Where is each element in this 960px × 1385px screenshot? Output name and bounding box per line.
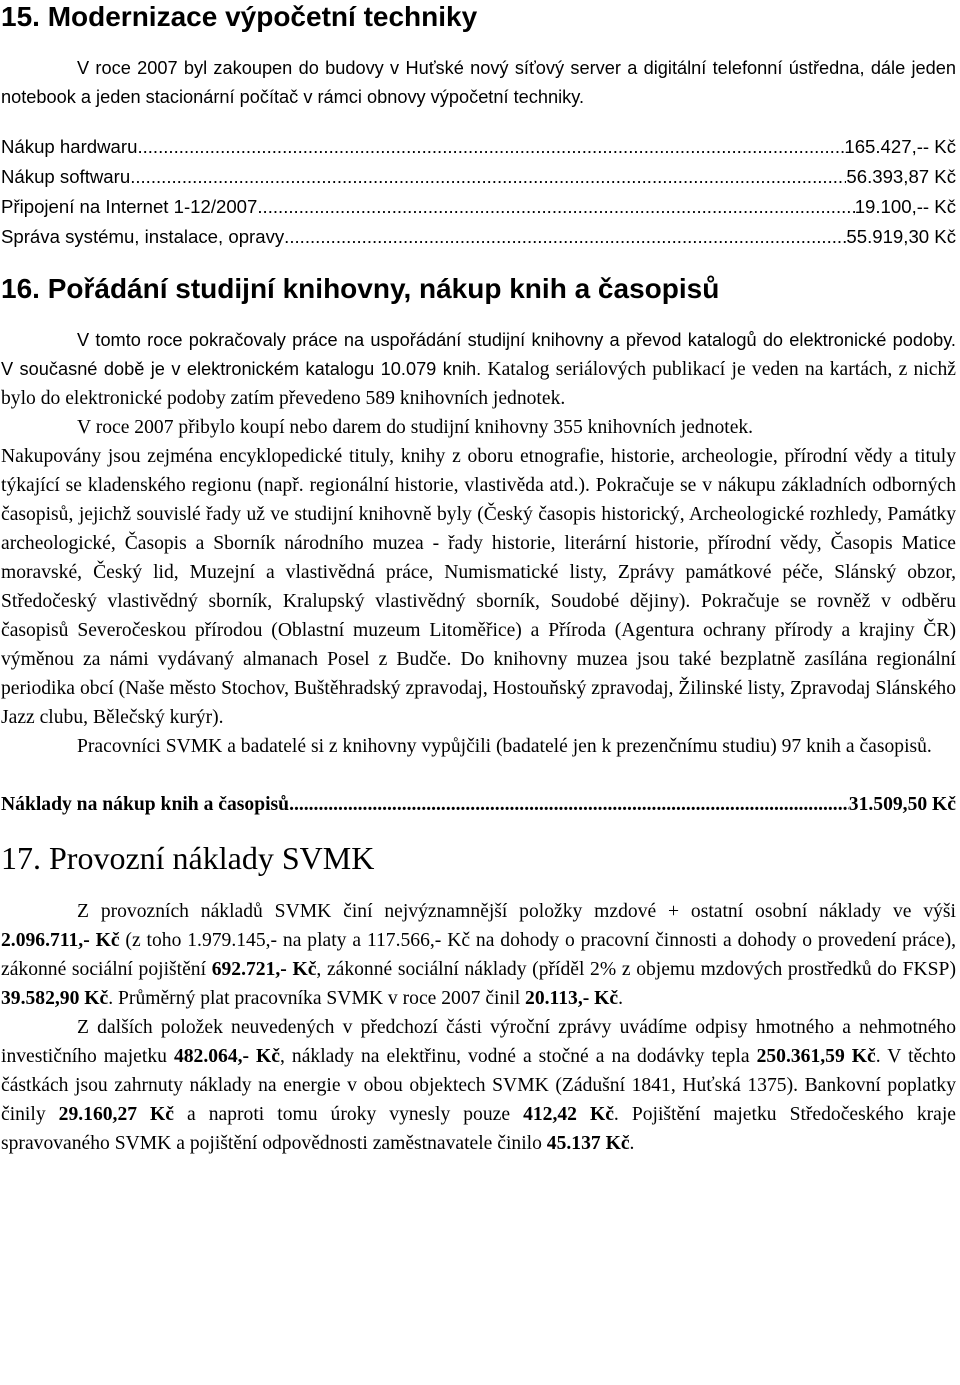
cost-amount: 165.427,-- Kč [844,136,956,157]
section-17-title: 17. Provozní náklady SVMK [1,840,375,876]
cost-row-hardware [1,132,956,162]
cost-label: Nákup softwaru [1,166,131,187]
cost-amount: 55.919,30 Kč [846,226,956,247]
cost-label: Nákup hardwaru [1,136,138,157]
section-17 [1,841,956,1158]
section-16-paragraph-1: V tomto roce pokračovaly práce na uspořádání studijní knihovny a převod katalogů do elektronické podoby. V současné době je v elektronickém katalogu 10.079 knih. Katalog seriálových publikací je veden na kartách, z nichž bylo do elektronické podoby zatím převedeno 589 knihovních jednotek. [1,330,956,409]
section-16-paragraph-4: Pracovníci SVMK a badatelé si z knihovny vypůjčili (badatelé jen k prezenčnímu studiu) 97 knih a časopisů. [77,736,932,757]
amount-interest: 412,42 Kč [523,1104,614,1125]
cost-amount: 56.393,87 Kč [846,166,956,187]
section-16-paragraph-3: Nakupovány jsou zejména encyklopedické tituly, knihy z oboru etnografie, historie, archeologie, přírodní vědy a tituly týkající se kladenského regionu (např. regionální historie, vlastivěda atd.). Pokračuje se v nákupu základních odborných časopisů, jejichž souvislé řady už ve studijní knihovně byly (Český časopis historický, Archeologické rozhledy, Památky archeologické, Časopis a Sborník národního muzea - řady historie, literární historie, přírodní vědy, Časopis Matice moravské, Český lid, Muzejní a vlastivědná práce, Numismatické listy, Zprávy památkové péče, Slánský obzor, Středočeský vlastivědný sborník, Kralupský vlastivědný sborník, Soudobé dějiny). Pokračuje se rovněž v odběru časopisů Severočeskou přírodou (Oblastní muzeum Litoměřice) a Příroda (Agentura ochrany přírody a krajiny ČR) výměnou za námi vydávaný almanach Posel z Budče. Do knihovny muzea jsou také bezplatně zasílána regionální periodika obcí (Naše město Stochov, Buštěhradský zpravodaj, Hostouňský zpravodaj, Žilinské listy, Zpravodaj Slánského Jazz clubu, Bělečský kurýr). [1,446,956,728]
amount-depreciation: 482.064,- Kč [173,1046,280,1067]
amount-social-insurance: 692.721,- Kč [211,959,317,980]
cost-row-administration [1,222,956,252]
amount-bank-fees: 29.160,27 Kč [58,1104,174,1125]
hardware-cost-list [1,132,956,252]
cost-row-internet [1,192,956,222]
section-17-paragraph-1: Z provozních nákladů SVMK činí nejvýznamnější položky mzdové + ostatní osobní náklady ve výši 2.096.711,- Kč (z toho 1.979.145,- na platy a 117.566,- Kč na dohody o pracovní činnosti a dohody o provedení práce), zákonné sociální pojištění 692.721,- Kč, zákonné sociální náklady (příděl 2% z objemu mzdových prostředků do FKSP) 39.582,90 Kč. Průměrný plat pracovníka SVMK v roce 2007 činil 20.113,- Kč. [1,901,956,1009]
cost-label: Správa systému, instalace, opravy [1,226,285,247]
section-15-title: 15. Modernizace výpočetní techniky [1,1,478,32]
books-cost-label: Náklady na nákup knih a časopisů [1,794,290,815]
amount-fksp: 39.582,90 Kč [1,988,109,1009]
cost-row-software [1,162,956,192]
amount-personnel: 2.096.711,- Kč [1,930,120,951]
books-cost-row [1,790,956,819]
section-16 [1,272,956,819]
amount-energy: 250.361,59 Kč [756,1046,876,1067]
cost-amount: 19.100,-- Kč [854,196,956,217]
section-16-title: 16. Pořádání studijní knihovny, nákup knih a časopisů [1,273,720,304]
amount-average-salary: 20.113,- Kč [525,988,619,1009]
section-15 [1,0,956,252]
amount-insurance: 45.137 Kč [546,1133,630,1154]
section-17-paragraph-2: Z dalších položek neuvedených v předchozí části výroční zprávy uvádíme odpisy hmotného a nehmotného investičního majetku 482.064,- Kč, náklady na elektřinu, vodné a stočné a na dodávky tepla 250.361,59 Kč. V těchto částkách jsou zahrnuty náklady na energie v obou objektech SVMK (Zádušní 1841, Huťská 1375). Bankovní poplatky činily 29.160,27 Kč a naproti tomu úroky vynesly pouze 412,42 Kč. Pojištění majetku Středočeského kraje spravovaného SVMK a pojištění odpovědnosti zaměstnavatele činilo 45.137 Kč. [1,1017,957,1154]
cost-label: Připojení na Internet 1-12/2007 [1,196,258,217]
books-cost-amount: 31.509,50 Kč [848,794,956,815]
section-15-intro: V roce 2007 byl zakoupen do budovy v Huťské nový síťový server a digitální telefonní ústředna, dále jeden notebook a jeden stacionární počítač v rámci obnovy výpočetní techniky. [1,58,956,107]
section-16-paragraph-2: V roce 2007 přibylo koupí nebo darem do studijní knihovny 355 knihovních jednotek. [77,417,754,438]
